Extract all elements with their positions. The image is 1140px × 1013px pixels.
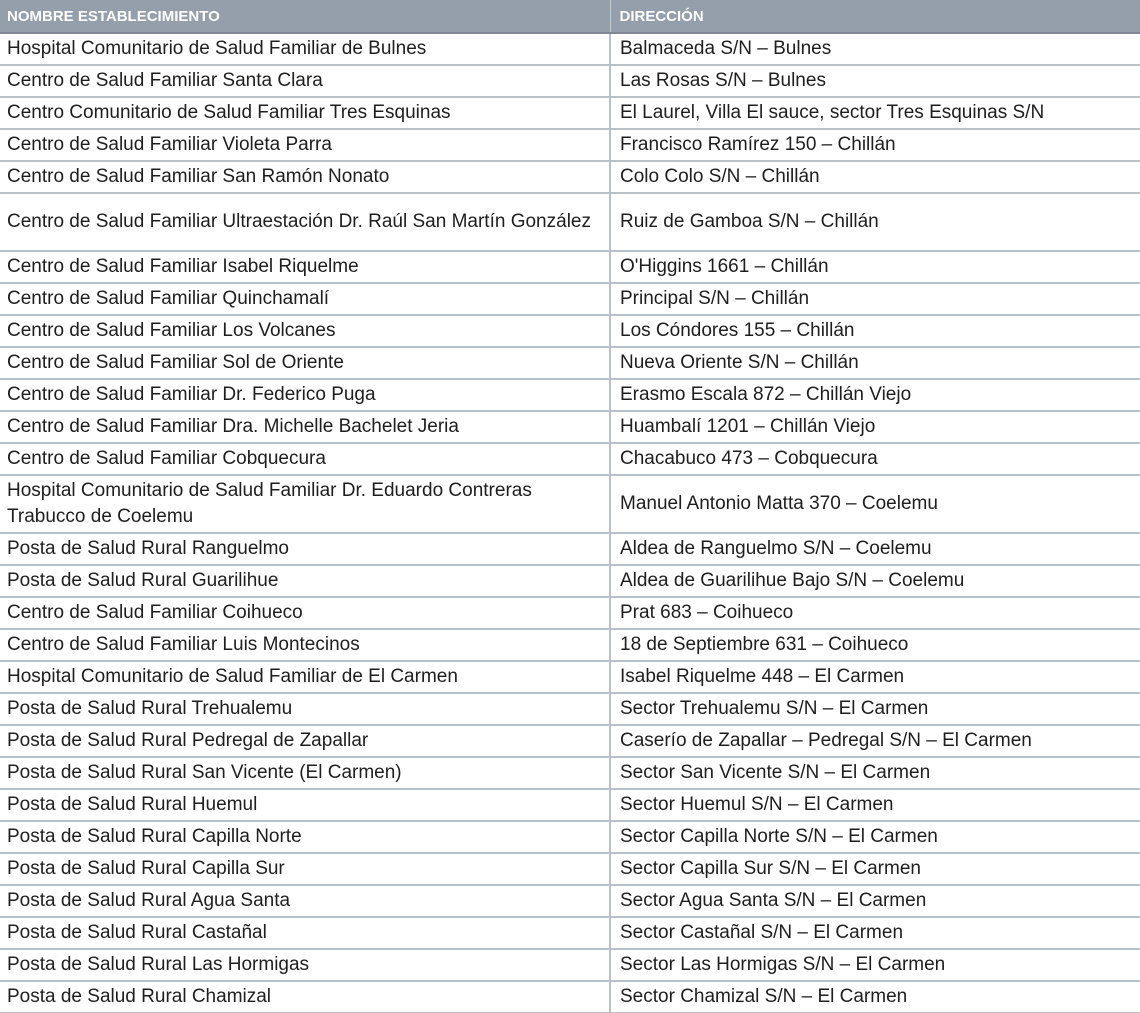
table-row [0,725,1140,757]
facility-address-cell: Balmaceda S/N – Bulnes [610,33,1140,65]
facility-name-cell: Centro de Salud Familiar Sol de Oriente [0,347,610,379]
table-row [0,283,1140,315]
table-row [0,597,1140,629]
facility-address-cell: Huambalí 1201 – Chillán Viejo [610,411,1140,443]
facility-name-cell: Posta de Salud Rural Chamizal [0,981,610,1013]
facility-address-cell: 18 de Septiembre 631 – Coihueco [610,629,1140,661]
facility-name-cell: Centro de Salud Familiar San Ramón Nonato [0,161,610,193]
table-row [0,379,1140,411]
facility-address-cell: Sector Trehualemu S/N – El Carmen [610,693,1140,725]
facility-address-cell: Sector Chamizal S/N – El Carmen [610,981,1140,1013]
facility-name-cell: Posta de Salud Rural Huemul [0,789,610,821]
facility-address-cell: Las Rosas S/N – Bulnes [610,65,1140,97]
table-row [0,443,1140,475]
table-row [0,917,1140,949]
facility-name-cell: Centro de Salud Familiar Ultraestación Dr. Raúl San Martín González [0,193,610,251]
facility-address-cell: Colo Colo S/N – Chillán [610,161,1140,193]
table-row [0,347,1140,379]
facility-name-cell: Posta de Salud Rural Capilla Norte [0,821,610,853]
facility-address-cell: Erasmo Escala 872 – Chillán Viejo [610,379,1140,411]
table-row [0,821,1140,853]
facility-name-cell: Centro de Salud Familiar Quinchamalí [0,283,610,315]
header-row [0,0,1140,33]
column-header-address: DIRECCIÓN [610,0,1140,33]
table-body [0,33,1140,1013]
table-row [0,789,1140,821]
table-row [0,661,1140,693]
table-row [0,757,1140,789]
facility-address-cell: Caserío de Zapallar – Pedregal S/N – El Carmen [610,725,1140,757]
facility-address-cell: Los Cóndores 155 – Chillán [610,315,1140,347]
facility-name-cell: Centro de Salud Familiar Santa Clara [0,65,610,97]
facility-name-cell: Posta de Salud Rural Castañal [0,917,610,949]
facility-name-cell: Posta de Salud Rural Ranguelmo [0,533,610,565]
table-row [0,629,1140,661]
table-row [0,97,1140,129]
facility-name-cell: Posta de Salud Rural Agua Santa [0,885,610,917]
facility-name-cell: Centro de Salud Familiar Dr. Federico Puga [0,379,610,411]
facility-address-cell: Aldea de Guarilihue Bajo S/N – Coelemu [610,565,1140,597]
facility-name-cell: Centro de Salud Familiar Los Volcanes [0,315,610,347]
table-row [0,853,1140,885]
table-row [0,65,1140,97]
facility-name-cell: Centro de Salud Familiar Cobquecura [0,443,610,475]
facility-name-cell: Centro de Salud Familiar Dra. Michelle Bachelet Jeria [0,411,610,443]
facility-address-cell: O'Higgins 1661 – Chillán [610,251,1140,283]
table-row [0,411,1140,443]
facility-address-cell: Nueva Oriente S/N – Chillán [610,347,1140,379]
table-row [0,533,1140,565]
facility-address-cell: Sector Capilla Norte S/N – El Carmen [610,821,1140,853]
table-row [0,315,1140,347]
table-row [0,251,1140,283]
table-row [0,33,1140,65]
facility-name-cell: Centro de Salud Familiar Violeta Parra [0,129,610,161]
table-row [0,693,1140,725]
facility-address-cell: Principal S/N – Chillán [610,283,1140,315]
table-row [0,161,1140,193]
facility-name-cell: Hospital Comunitario de Salud Familiar Dr. Eduardo Contreras Trabucco de Coelemu [0,475,610,533]
facility-address-cell: Sector Las Hormigas S/N – El Carmen [610,949,1140,981]
facility-address-cell: Manuel Antonio Matta 370 – Coelemu [610,475,1140,533]
facility-address-cell: Prat 683 – Coihueco [610,597,1140,629]
column-header-name: NOMBRE ESTABLECIMIENTO [0,0,610,33]
facility-name-cell: Hospital Comunitario de Salud Familiar de El Carmen [0,661,610,693]
table-row [0,981,1140,1013]
table-row [0,129,1140,161]
facility-address-cell: Ruiz de Gamboa S/N – Chillán [610,193,1140,251]
facility-address-cell: Aldea de Ranguelmo S/N – Coelemu [610,533,1140,565]
facility-name-cell: Centro Comunitario de Salud Familiar Tres Esquinas [0,97,610,129]
facility-name-cell: Posta de Salud Rural Guarilihue [0,565,610,597]
table-row [0,565,1140,597]
table-row [0,949,1140,981]
table-header [0,0,1140,33]
facility-name-cell: Centro de Salud Familiar Isabel Riquelme [0,251,610,283]
facility-name-cell: Centro de Salud Familiar Luis Montecinos [0,629,610,661]
facility-address-cell: Francisco Ramírez 150 – Chillán [610,129,1140,161]
facility-name-cell: Posta de Salud Rural San Vicente (El Carmen) [0,757,610,789]
facility-address-cell: Sector Huemul S/N – El Carmen [610,789,1140,821]
facility-address-cell: Isabel Riquelme 448 – El Carmen [610,661,1140,693]
facility-name-cell: Hospital Comunitario de Salud Familiar de Bulnes [0,33,610,65]
facility-name-cell: Posta de Salud Rural Trehualemu [0,693,610,725]
facility-name-cell: Posta de Salud Rural Capilla Sur [0,853,610,885]
facility-address-cell: Sector Capilla Sur S/N – El Carmen [610,853,1140,885]
table-row [0,475,1140,533]
facility-address-cell: El Laurel, Villa El sauce, sector Tres Esquinas S/N [610,97,1140,129]
facility-address-cell: Sector Agua Santa S/N – El Carmen [610,885,1140,917]
facility-address-cell: Chacabuco 473 – Cobquecura [610,443,1140,475]
facility-name-cell: Centro de Salud Familiar Coihueco [0,597,610,629]
facility-address-cell: Sector Castañal S/N – El Carmen [610,917,1140,949]
table-row [0,885,1140,917]
facility-name-cell: Posta de Salud Rural Las Hormigas [0,949,610,981]
table-row [0,193,1140,251]
facility-name-cell: Posta de Salud Rural Pedregal de Zapallar [0,725,610,757]
facility-address-cell: Sector San Vicente S/N – El Carmen [610,757,1140,789]
